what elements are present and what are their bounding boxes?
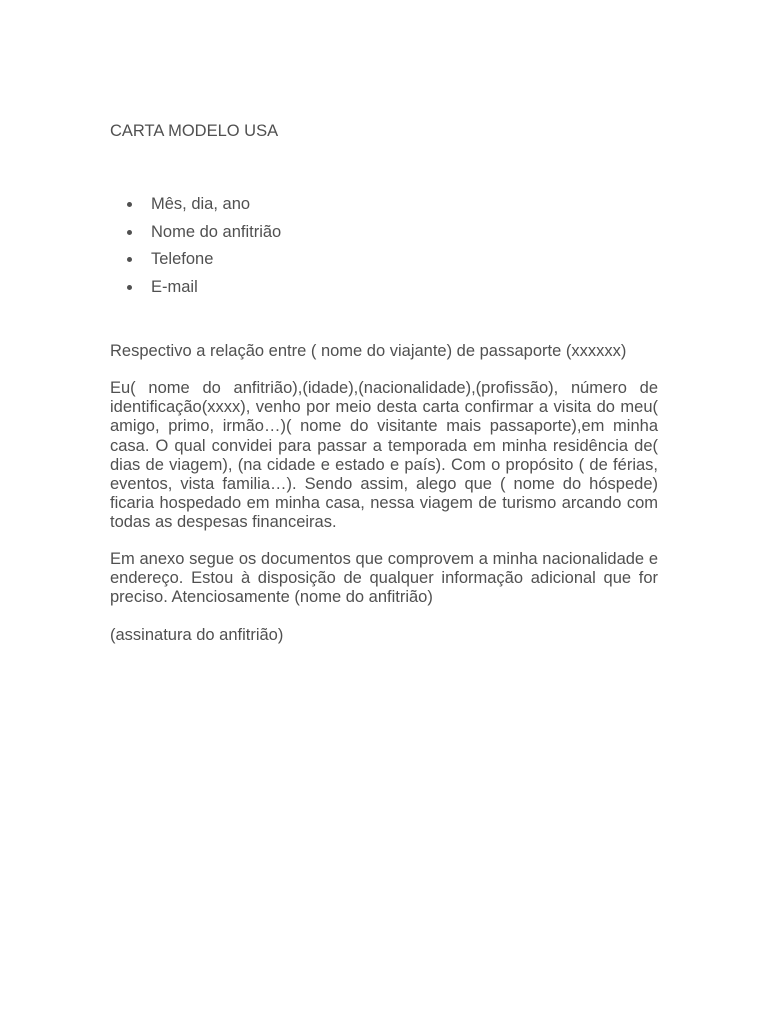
list-item-date — [110, 194, 510, 222]
list-item-label: E-mail — [151, 278, 198, 297]
bullet-icon — [127, 202, 132, 207]
list-item-label: Mês, dia, ano — [151, 195, 251, 213]
paragraph-host-statement: Eu( nome do anfitrião),(idade),(nacionalidade),(profissão), número de identificação(xxxx), venho por meio desta carta confirmar a visita do meu( amigo, primo, irmão…)( nome do visitante mais passaporte),em minha casa. O qual convidei para passar a temporada em minha residência de( dias de viagem), (na cidade e estado e país). Com o propósito ( de férias, eventos, vista familia…). Sendo assim, alego que ( nome do hóspede) ficaria hospedado em minha casa, nessa viagem de turismo arcando com todas as despesas financeiras. — [110, 379, 658, 532]
list-item-host-name — [110, 222, 510, 250]
bullet-icon — [127, 230, 132, 235]
paragraph-relationship: Respectivo a relação entre ( nome do viajante) de passaporte (xxxxxx) — [110, 342, 627, 360]
bullet-icon — [127, 257, 132, 262]
document-title: CARTA MODELO USA — [110, 122, 279, 140]
header-info-list — [110, 194, 510, 305]
list-item-label: Nome do anfitrião — [151, 222, 282, 241]
list-item-email — [110, 277, 510, 305]
list-item-phone — [110, 249, 510, 277]
list-item-label: Telefone — [151, 250, 214, 269]
signature-line: (assinatura do anfitrião) — [110, 626, 284, 644]
paragraph-attachments: Em anexo segue os documentos que comprovem a minha nacionalidade e endereço. Estou à disposição de qualquer informação adicional que for preciso. Atenciosamente (nome do anfitrião) — [110, 550, 658, 607]
bullet-icon — [127, 285, 132, 290]
